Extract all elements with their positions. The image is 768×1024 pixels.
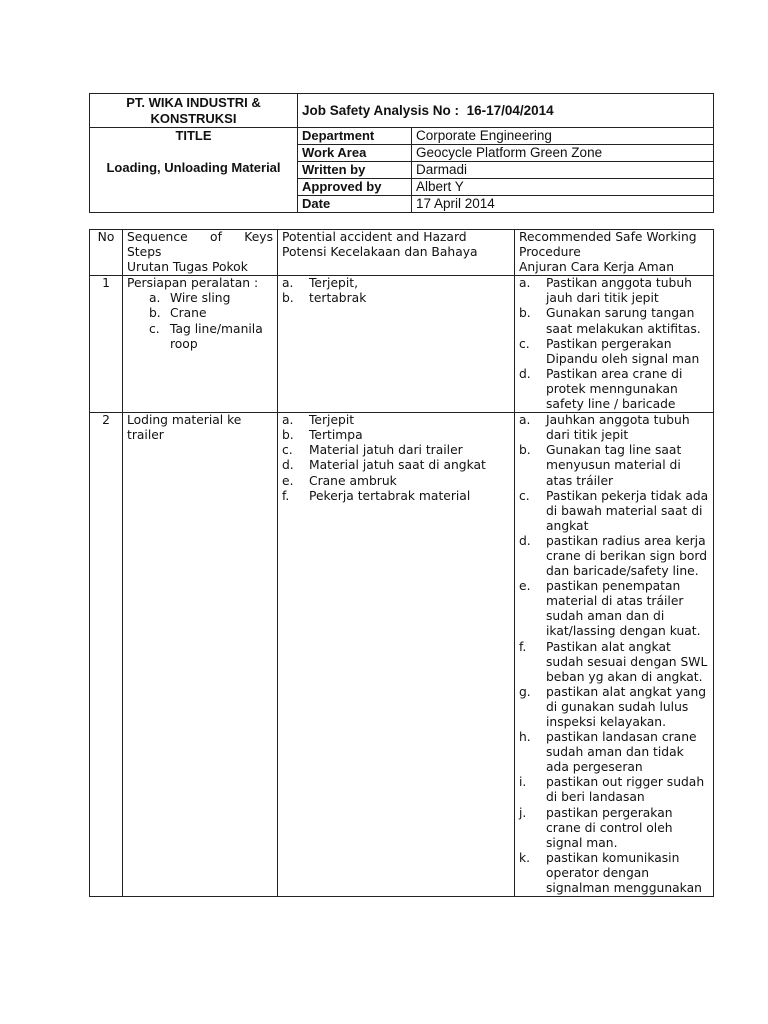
list-item-text: Terjepit [309,413,355,428]
hazard-list [282,276,510,306]
column-header-procedure-en: Recommended Safe Working Procedure [519,230,697,260]
column-header-no: No [90,230,123,276]
field-label-department: Department [298,128,412,145]
list-marker: c. [519,488,530,503]
list-marker: e. [519,579,531,594]
procedure-cell [515,413,714,897]
list-item [519,489,709,534]
list-item [282,458,510,473]
list-item-text: Material jatuh dari trailer [309,443,463,458]
list-marker: b. [282,291,294,306]
list-marker: a. [519,276,531,291]
list-marker: a. [282,413,294,428]
list-item-text: Crane [170,306,207,321]
step-text: Loding material ke trailer [127,413,242,443]
list-marker: c. [519,336,530,351]
hazard-cell [278,413,515,897]
field-label-approved-by: Approved by [298,179,412,196]
title-cell [90,128,298,213]
list-item-text: pastikan penempatan material di atas tráiler sudah aman dan di ikat/lassing dengan kuat. [546,579,701,639]
list-item [282,413,510,428]
column-header-steps [123,230,278,276]
list-item [519,851,709,896]
document-title: Loading, Unloading Material [106,160,281,175]
step-cell [123,413,278,897]
list-item-text: Tag line/manila roop [170,321,263,351]
column-header-steps-id: Urutan Tugas Pokok [127,260,248,275]
jsa-number: 16-17/04/2014 [466,102,554,118]
list-marker: d. [282,458,294,473]
list-item-text: Pastikan anggota tubuh jauh dari titik jepit [546,276,692,306]
list-item-text: pastikan pergerakan crane di control oleh signal man. [546,805,673,850]
list-item [282,443,510,458]
list-marker: c. [149,321,160,336]
list-item-text: Gunakan sarung tangan saat melakukan aktifitas. [546,306,701,336]
table-header-row [90,230,714,276]
list-marker: b. [519,306,531,321]
column-header-procedure [515,230,714,276]
jsa-number-cell [298,94,714,128]
list-item-text: pastikan radius area kerja crane di berikan sign bord dan baricade/safety line. [546,533,708,579]
list-item-text: Crane ambruk [309,473,397,488]
table-row [90,413,714,897]
column-header-steps-en: Sequence of Keys Steps [127,230,273,260]
list-marker: d. [519,533,531,548]
jsa-table [89,229,714,897]
step-cell [123,276,278,413]
column-header-hazard-en: Potential accident and Hazard [282,230,467,244]
list-marker: j. [519,805,527,820]
list-marker: k. [519,850,531,865]
list-marker: b. [519,443,531,458]
field-label-date: Date [298,196,412,213]
list-item [519,534,709,579]
list-item [519,337,709,367]
list-item [282,291,510,306]
hazard-list [282,413,510,504]
list-item-text: Jauhkan anggota tubuh dari titik jepit [546,413,690,443]
list-marker: g. [519,684,531,699]
list-item-text: Pekerja tertabrak material [309,488,471,503]
title-label: TITLE [175,128,212,143]
list-item [282,276,510,291]
list-item [519,579,709,639]
procedure-list [519,413,709,896]
column-header-procedure-id: Anjuran Cara Kerja Aman [519,260,674,275]
list-item-text: Pastikan pergerakan Dipandu oleh signal man [546,336,700,366]
list-item-text: pastikan komunikasin operator dengan signalman menggunakan [546,850,702,896]
list-marker: a. [519,413,531,428]
list-item-text: Terjepit, [309,276,358,291]
field-value-department: Corporate Engineering [412,128,714,145]
list-marker: f. [282,488,290,503]
field-value-date: 17 April 2014 [412,196,714,213]
hazard-cell [278,276,515,413]
list-item [149,306,273,321]
step-text: Persiapan peralatan : [127,276,259,291]
list-item [519,806,709,851]
list-item [519,306,709,336]
list-item-text: Pastikan pekerja tidak ada di bawah material saat di angkat [546,488,709,533]
list-item [282,428,510,443]
field-value-written-by: Darmadi [412,162,714,179]
field-label-work-area: Work Area [298,145,412,162]
list-item [519,443,709,488]
list-item-text: Tertimpa [309,428,363,443]
list-marker: b. [282,428,294,443]
column-header-hazard-id: Potensi Kecelakaan dan Bahaya [282,245,478,260]
list-marker: h. [519,730,531,745]
list-marker: a. [149,291,161,306]
list-item [519,413,709,443]
list-item-text: pastikan alat angkat yang di gunakan sudah lulus inspeksi kelayakan. [546,684,707,729]
list-item [519,775,709,805]
list-item [519,276,709,306]
list-marker: c. [282,443,293,458]
sub-step-list [127,291,273,351]
list-item-text: Wire sling [170,291,231,306]
list-marker: i. [519,775,527,790]
list-item [519,730,709,775]
list-item-text: pastikan out rigger sudah di beri landasan [546,775,705,805]
list-item-text: Gunakan tag line saat menyusun material di atas tráiler [546,443,682,488]
list-item-text: pastikan landasan crane sudah aman dan tidak ada pergeseran [546,730,697,775]
list-item [282,474,510,489]
table-row [90,276,714,413]
list-item [149,322,273,352]
list-marker: f. [519,639,527,654]
procedure-cell [515,276,714,413]
row-number: 1 [90,276,123,413]
list-item-text: tertabrak [309,291,367,306]
list-item-text: Pastikan alat angkat sudah sesuai dengan SWL beban yg akan di angkat. [546,639,708,684]
list-marker: e. [282,473,294,488]
list-item-text: Pastikan area crane di protek menngunakan safety line / baricade [546,366,683,412]
document-header-table [89,93,714,213]
company-name: PT. WIKA INDUSTRI & KONSTRUKSI [90,94,298,128]
list-item [149,291,273,306]
list-item [282,489,510,504]
column-header-hazard [278,230,515,276]
field-label-written-by: Written by [298,162,412,179]
field-value-work-area: Geocycle Platform Green Zone [412,145,714,162]
list-marker: a. [282,276,294,291]
procedure-list [519,276,709,412]
list-marker: d. [519,366,531,381]
list-item [519,640,709,685]
field-value-approved-by: Albert Y [412,179,714,196]
list-marker: b. [149,306,161,321]
list-item-text: Material jatuh saat di angkat [309,458,486,473]
list-item [519,367,709,412]
list-item [519,685,709,730]
jsa-label: Job Safety Analysis No : [302,102,460,118]
row-number: 2 [90,413,123,897]
